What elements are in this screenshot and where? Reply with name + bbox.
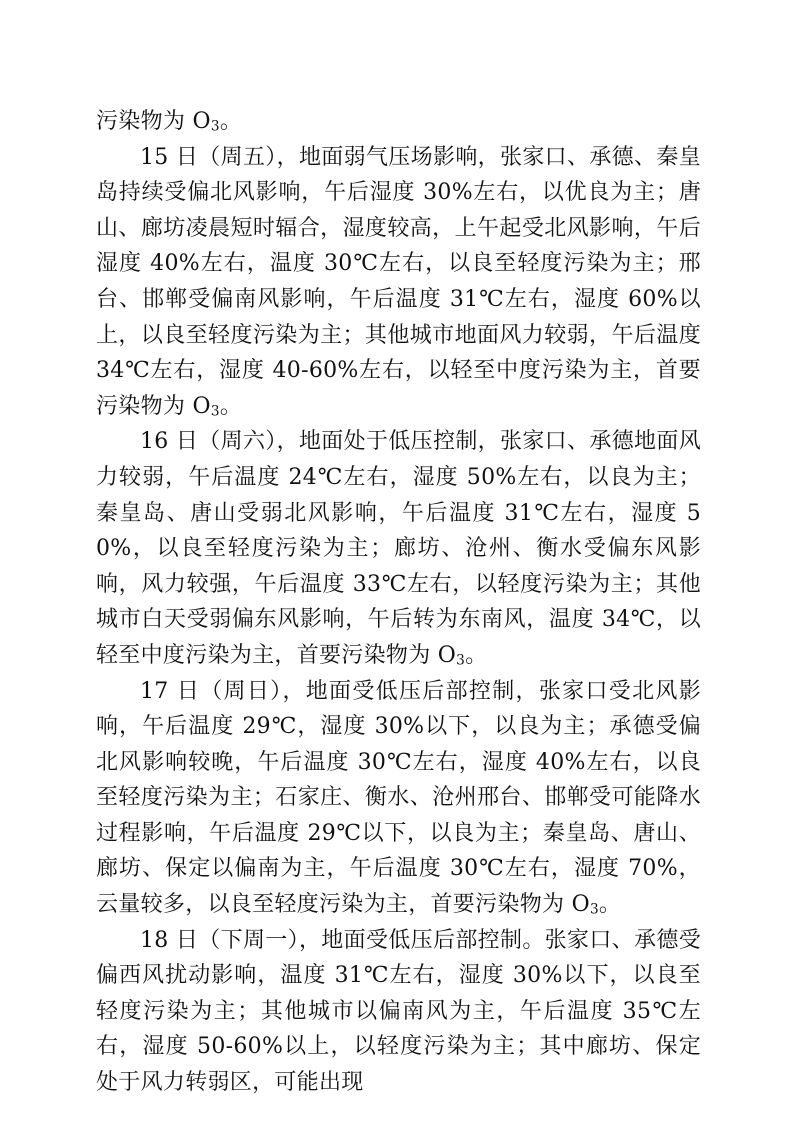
- paragraph-text: 污染物为 O: [96, 109, 211, 134]
- paragraph-tail: 。: [219, 393, 243, 419]
- subscript: 3: [456, 652, 466, 669]
- paragraph-continued: [96, 104, 701, 140]
- paragraph-text: 17 日（周日），地面受低压后部控制，张家口受北风影响，午后温度 29℃，湿度 30%以下，以良为主；承德受偏北风影响较晚，午后温度 30℃左右，湿度 40%左右，以良至轻度污染为主；石家庄、衡水、沧州邢台、邯郸受可能降水过程影响，午后温度 29℃以下，以良为主；秦皇岛、唐山、廊坊、保定以偏南为主，午后温度 30℃左右，湿度 70%，云量较多，以良至轻度污染为主，首要污染物为 O: [96, 678, 701, 918]
- paragraph-day-16: [96, 424, 701, 673]
- paragraph-tail: 。: [219, 109, 243, 134]
- subscript: 3: [210, 118, 220, 135]
- paragraph-day-17: [96, 674, 701, 923]
- paragraph-day-15: [96, 140, 701, 425]
- paragraph-text: 16 日（周六），地面处于低压控制，张家口、承德地面风力较弱，午后温度 24℃左右，湿度 50%左右，以良为主；秦皇岛、唐山受弱北风影响，午后温度 31℃左右，湿度 50%，以良至轻度污染为主；廊坊、沧州、衡水受偏东风影响，风力较强，午后温度 33℃左右，以轻度污染为主；其他城市白天受弱偏东风影响，午后转为东南风，温度 34℃，以轻至中度污染为主，首要污染物为 O: [96, 429, 701, 668]
- paragraph-day-18: [96, 923, 701, 1101]
- paragraph-text: 15 日（周五），地面弱气压场影响，张家口、承德、秦皇岛持续受偏北风影响，午后湿度 30%左右，以优良为主；唐山、廊坊凌晨短时辐合，湿度较高，上午起受北风影响，午后湿度 40%左右，温度 30℃左右，以良至轻度污染为主；邢台、邯郸受偏南风影响，午后温度 31℃左右，湿度 60%以上，以良至轻度污染为主；其他城市地面风力较弱，午后温度 34℃左右，湿度 40-60%左右，以轻至中度污染为主，首要污染物为 O: [96, 144, 701, 419]
- paragraph-tail: 。: [465, 642, 488, 668]
- subscript: 3: [589, 901, 599, 918]
- paragraph-tail: 。: [598, 892, 622, 918]
- subscript: 3: [210, 403, 220, 420]
- paragraph-text: 18 日（下周一），地面受低压后部控制。张家口、承德受偏西风扰动影响，温度 31℃左右，湿度 30%以下，以良至轻度污染为主；其他城市以偏南风为主，午后温度 35℃左右，湿度 50-60%以上，以轻度污染为主；其中廊坊、保定处于风力转弱区，可能出现: [96, 927, 701, 1096]
